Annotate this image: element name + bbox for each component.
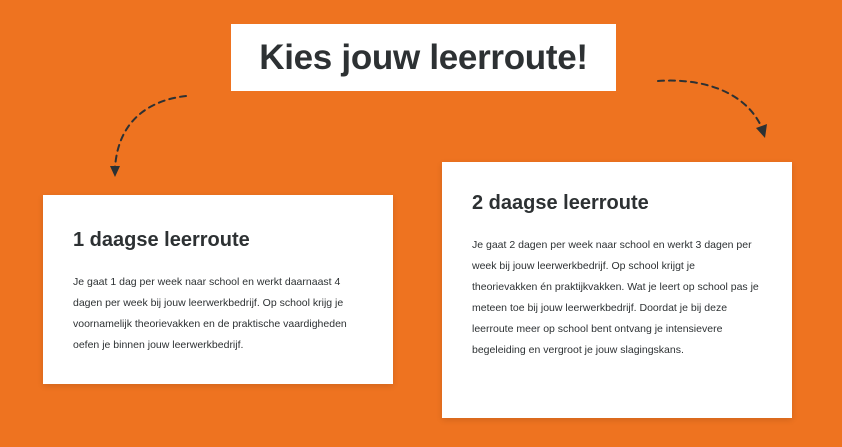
route-card-description: Je gaat 1 dag per week naar school en werkt daarnaast 4 dagen per week bij jouw leerwerkbedrijf. Op school krijg je voornamelijk theorievakken en de praktische vaardigheden oefen je binnen jouw leerwerkbedrijf. bbox=[73, 276, 347, 351]
route-card-2-day bbox=[442, 162, 792, 418]
route-card-title: 1 daagse leerroute bbox=[73, 229, 250, 251]
title-box bbox=[231, 24, 616, 91]
page-title: Kies jouw leerroute! bbox=[259, 37, 588, 77]
route-card-title: 2 daagse leerroute bbox=[472, 192, 649, 214]
route-card-description: Je gaat 2 dagen per week naar school en werkt 3 dagen per week bij jouw leerwerkbedrijf. Op school krijgt je theorievakken én praktijkvakken. Wat je leert op school pas je meteen toe bij jouw leerwerkbedrijf. Doordat je bij deze leerroute meer op school bent ontvang je intensievere begeleiding en vergroot je jouw slagingskans. bbox=[472, 239, 759, 356]
route-card-1-day bbox=[43, 195, 393, 384]
